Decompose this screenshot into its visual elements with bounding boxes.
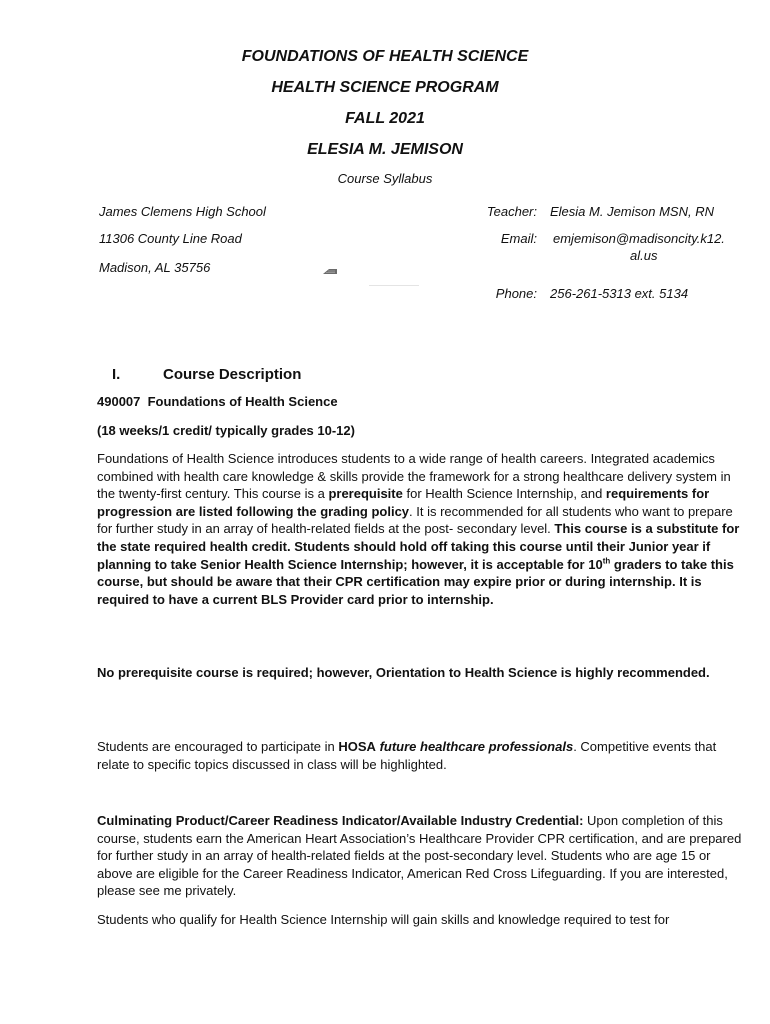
phone-value: 256-261-5313 ext. 5134	[550, 286, 689, 301]
course-meta: (18 weeks/1 credit/ typically grades 10-12)	[97, 423, 355, 438]
superscript: th	[602, 556, 611, 566]
logo-mark	[323, 268, 337, 274]
section-title: Course Description	[163, 366, 302, 383]
email-value-line1: emjemison@madisoncity.k12.	[553, 231, 725, 246]
school-name: James Clemens High School	[99, 204, 266, 219]
prerequisite-note: No prerequisite course is required; however, Orientation to Health Science is highly recommended.	[97, 665, 710, 680]
internship-paragraph: Students who qualify for Health Science Internship will gain skills and knowledge required to test for	[97, 912, 670, 927]
phone-label: Phone:	[495, 286, 537, 301]
text-run: . It is recommended for all students who want to prepare for further study in an array of health-related fields at the post- secondary level.	[97, 503, 733, 537]
bold-run: Culminating Product/Career Readiness Indicator/Available Industry Credential:	[97, 813, 584, 828]
culminating-product-paragraph	[97, 812, 742, 900]
text-run: Foundations of Health Science introduces students to a wide range of health careers. Integrated academics combined with health care knowledge & skills provide the framework for a strong healthcare delivery system in the twenty-first century. This course is a	[97, 451, 731, 502]
email-value-line2: al.us	[630, 248, 658, 263]
bold-run: requirements for progression are listed following the grading policy	[97, 486, 710, 519]
bold-run: graders to take this course, but should be aware that their CPR certification may expire prior or during internship. It is required to have a current BLS Provider card prior to internship.	[97, 556, 734, 607]
course-description-paragraph	[97, 450, 742, 608]
section-number: I.	[112, 366, 121, 383]
bold-run: prerequisite	[328, 486, 403, 502]
divider-line	[369, 285, 419, 286]
title-term: FALL 2021	[345, 110, 425, 127]
text-run: . Competitive events that relate to specific topics discussed in class will be highlighted.	[97, 739, 717, 772]
school-street: 11306 County Line Road	[99, 231, 242, 246]
course-code: 490007 Foundations of Health Science	[97, 394, 338, 409]
title-instructor: ELESIA M. JEMISON	[307, 141, 463, 158]
title-course: FOUNDATIONS OF HEALTH SCIENCE	[241, 48, 529, 65]
school-city: Madison, AL 35756	[99, 260, 211, 275]
document-subtitle: Course Syllabus	[337, 171, 433, 186]
email-label: Email:	[500, 231, 537, 246]
teacher-label: Teacher:	[486, 204, 537, 219]
title-program: HEALTH SCIENCE PROGRAM	[271, 79, 499, 96]
text-run: Students are encouraged to participate in	[97, 739, 339, 754]
bold-run: This course is a substitute for the state required health credit. Students should hold off taking this course until their Junior year if planning to take Senior Health Science Internship; however, it is acceptable for 10	[97, 521, 740, 572]
text-run: Upon completion of this course, students earn the American Heart Association’s Healthcare Provider CPR certification, and are prepared for further study in an array of health-related fields at the post-secondary level. Students who are age 15 or above are eligible for the Career Readiness Indicator, American Red Cross Lifeguarding. If you are interested, please see me privately.	[97, 813, 742, 899]
hosa-paragraph	[97, 738, 742, 773]
teacher-value: Elesia M. Jemison MSN, RN	[550, 204, 714, 219]
bold-run: HOSA	[338, 739, 376, 754]
bold-italic-run: future healthcare professionals	[375, 739, 574, 754]
text-run: for Health Science Internship, and	[402, 486, 606, 502]
